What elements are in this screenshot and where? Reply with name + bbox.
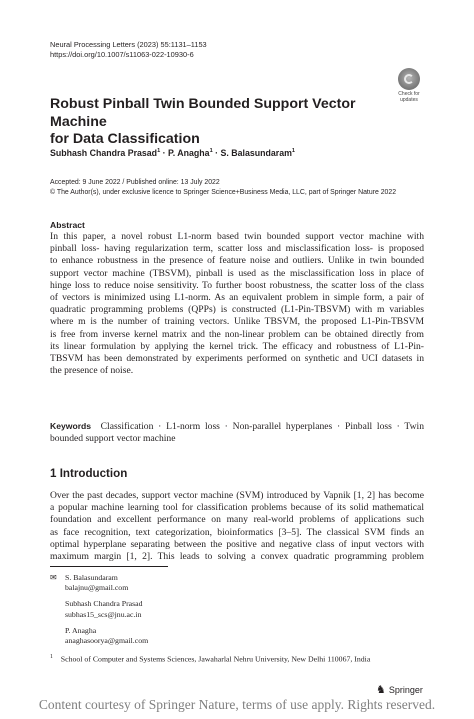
contact-email[interactable]: anaghasoorya@gmail.com: [65, 636, 149, 646]
keywords: Keywords Classification · L1-norm loss · Non-parallel hyperplanes · Pinball loss · Twin bounded support vector machine: [50, 421, 424, 445]
journal-citation: Neural Processing Letters (2023) 55:1131–1153: [50, 40, 207, 49]
contact-email[interactable]: subhas15_scs@jnu.ac.in: [65, 609, 142, 619]
doi-link[interactable]: https://doi.org/10.1007/s11063-022-10930-6: [50, 49, 194, 59]
article-dates: [50, 178, 396, 197]
envelope-icon: ✉: [50, 573, 57, 582]
footnote-divider: [50, 566, 168, 567]
author-list: Subhash Chandra Prasad$^1$ · P. Anagha$^1$ · S. Balasundaram$^1$: [50, 148, 296, 158]
author-name[interactable]: P. Anagha: [168, 148, 210, 158]
contact-email[interactable]: balajnu@gmail.com: [65, 583, 129, 593]
abstract-body: In this paper, a novel robust L1-norm based twin bounded support vector machine with pinball loss- having regularization term, scatter loss and misclassification loss- is proposed to enhance robustness in the presence of feature noise and outliers. Unlike in twin bounded support vector machine (TBSVM), pinball is used as the misclassification loss in place of hinge loss to reduce noise sensitivity. To further boost robustness, the scatter loss of the class of vectors is minimized using L1-norm. As an equivalent problem in simple form, a pair of quadratic programming problems (QPPs) is constructed (L1-Pin-TBSVM) with m variables where m is the number of training vectors. Unlike TBSVM, the proposed L1-Pin-TBSVM is free from inverse kernel matrix and the non-linear problem can be obtained directly from its linear formulation by applying the kernel trick. The efficacy and robustness of L1-Pin- TBSVM has been demonstrated by experiments performed on synthetic and UCI datasets in the presence of noise.: [50, 231, 424, 377]
check-for-updates-badge[interactable]: [393, 68, 425, 104]
badge-label: Check for updates: [398, 91, 420, 103]
keywords-label: Keywords: [50, 421, 92, 431]
contact-name: P. Anagha: [65, 625, 97, 635]
copyright-line: © The Author(s), under exclusive licence to Springer Science+Business Media, LLC, part of Springer Nature 2022: [50, 188, 397, 196]
contact-name: S. Balasundaram: [65, 573, 118, 582]
paper-title: Robust Pinball Twin Bounded Support Vector Machine for Data Classification: [50, 96, 356, 147]
contact-name: Subhash Chandra Prasad: [65, 599, 143, 609]
section-heading-introduction: 1 Introduction: [50, 467, 128, 480]
corresponding-authors: [50, 573, 148, 646]
journal-header: [50, 40, 207, 59]
introduction-body: Over the past decades, support vector machine (SVM) introduced by Vapnik [1, 2] has become a popular machine learning tool for classification problems because of its solid mathematical foundation and excellent performance on many real-world problems of applications such as face recognition, text categorization, bioinformatics [3–5]. The classical SVM finds an optimal hyperplane separating between the positive and negative class of input vectors with maximum margin [1, 2]. This leads to solving a convex quadratic programming problem: [50, 490, 424, 562]
update-icon: [398, 68, 420, 90]
affiliation: $^1$ School of Computer and Systems Sciences, Jawaharlal Nehru University, New Delhi 110067, India: [50, 654, 371, 664]
courtesy-notice: Content courtesy of Springer Nature, terms of use apply. Rights reserved.: [38, 697, 436, 712]
springer-horse-icon: ♞: [376, 684, 386, 696]
author-name[interactable]: Subhash Chandra Prasad: [50, 148, 158, 158]
accepted-published-dates: Accepted: 9 June 2022 / Published online: 13 July 2022: [50, 179, 220, 186]
abstract-heading: Abstract: [50, 220, 85, 230]
author-name[interactable]: S. Balasundaram: [220, 148, 292, 158]
springer-logo: ♞ Springer: [376, 684, 423, 696]
